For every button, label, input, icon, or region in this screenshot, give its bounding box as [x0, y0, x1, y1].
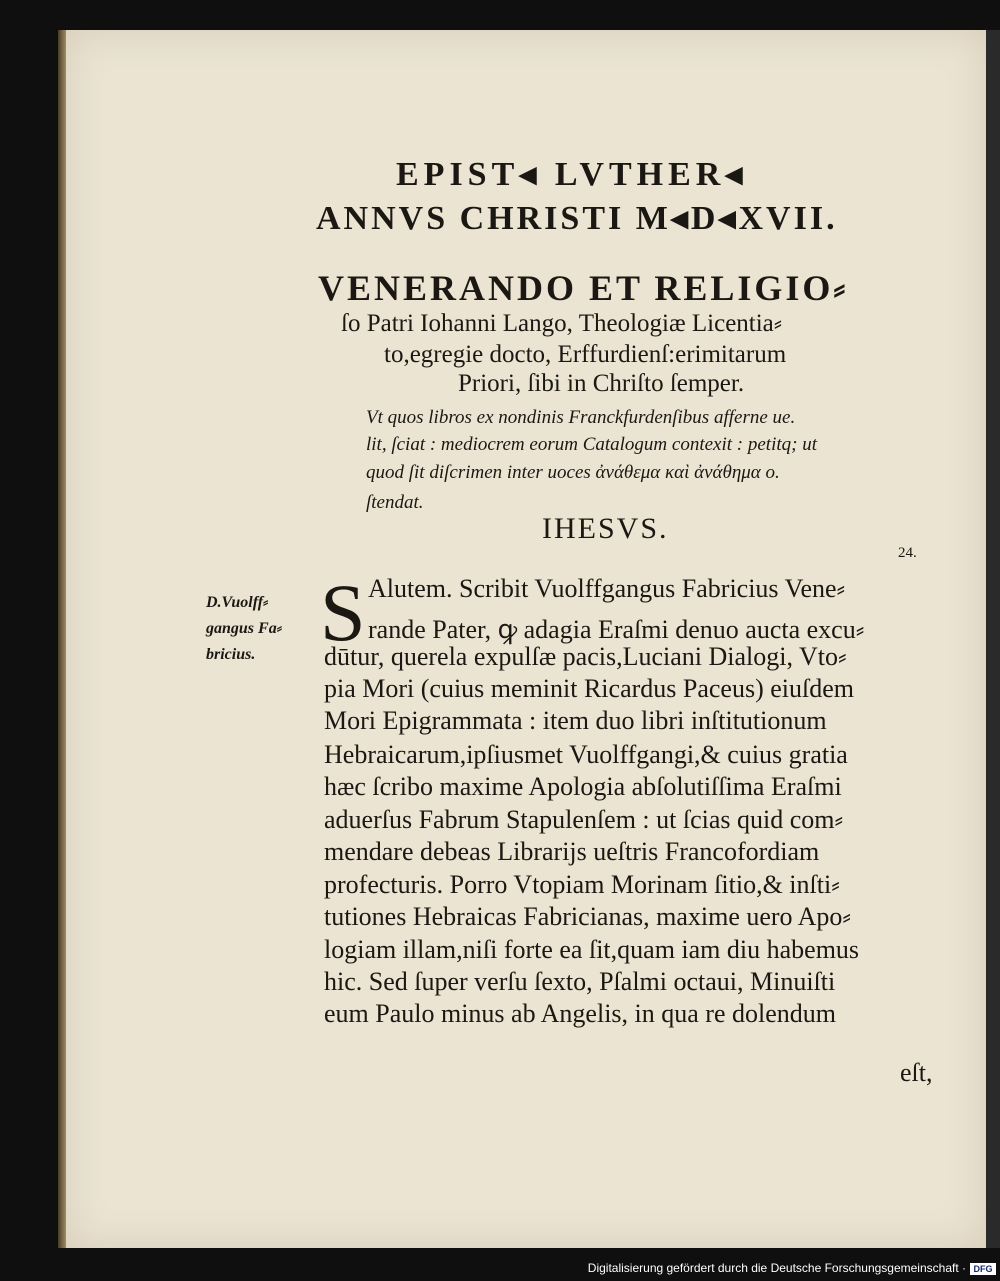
- drop-capital: S: [320, 567, 366, 658]
- page-edge: [986, 30, 1000, 1248]
- body-line: aduerſus Fabrum Stapulenſem : ut ſcias quid com⸗: [324, 805, 844, 834]
- body-line: tutiones Hebraicas Fabricianas, maxime uero Apo⸗: [324, 902, 852, 931]
- body-line: pia Mori (cuius meminit Ricardus Paceus) eiuſdem: [324, 674, 854, 703]
- dfg-logo: DFG: [970, 1263, 996, 1275]
- marginal-note-line: D.Vuolff⸗: [206, 594, 269, 611]
- address-heading-1: VENERANDO ET RELIGIO⸗: [318, 268, 849, 308]
- catchword: eſt,: [900, 1058, 933, 1087]
- argument-line-3: quod ſit diſcrimen inter uoces ἀνάθεμα καὶ ἀνάθημα o.: [366, 462, 780, 483]
- body-line: hic. Sed ſuper verſu ſexto, Pſalmi octaui, Minuiſti: [324, 967, 836, 996]
- body-line: rande Pater, ꝙ adagia Eraſmi denuo aucta excu⸗: [368, 615, 865, 644]
- book-page: [66, 30, 986, 1248]
- body-line: dūtur, querela expulſæ pacis,Luciani Dialogi, Vto⸗: [324, 642, 847, 671]
- address-heading-4: Priori, ſibi in Chriſto ſemper.: [458, 370, 745, 397]
- argument-line-4: ſtendat.: [366, 492, 424, 513]
- body-line: mendare debeas Librarijs ueſtris Francofordiam: [324, 837, 820, 866]
- year-line: ANNVS CHRISTI M◂D◂XVII.: [316, 200, 838, 237]
- marginal-note-line: gangus Fa⸗: [206, 620, 283, 637]
- invocation: IHESVS.: [542, 512, 669, 545]
- address-heading-2: ſo Patri Iohanni Lango, Theologiæ Licentia⸗: [341, 310, 783, 337]
- body-line: Alutem. Scribit Vuolffgangus Fabricius Vene⸗: [368, 574, 846, 603]
- digitization-credit: Digitalisierung gefördert durch die Deutsche Forschungsgemeinschaft ·: [587, 1261, 966, 1275]
- body-line: profecturis. Porro Vtopiam Morinam ſitio,& inſti⸗: [324, 870, 840, 899]
- address-heading-3: to,egregie docto, Erffurdienſ:erimitarum: [384, 341, 787, 368]
- body-line: Hebraicarum,ipſiusmet Vuolffgangi,& cuius gratia: [324, 740, 848, 769]
- marginal-note: [206, 590, 282, 668]
- body-line: eum Paulo minus ab Angelis, in qua re dolendum: [324, 999, 836, 1028]
- marginal-note-line: bricius.: [206, 646, 256, 663]
- running-title: EPIST◂ LVTHER◂: [396, 156, 748, 193]
- argument-line-1: Vt quos libros ex nondinis Franckfurdenſibus afferne ue.: [366, 407, 796, 428]
- argument-line-2: lit, ſciat : mediocrem eorum Catalogum contexit : petitq; ut: [366, 434, 817, 455]
- body-line: logiam illam,niſi forte ea ſit,quam iam diu habemus: [324, 935, 860, 964]
- body-line: Mori Epigrammata : item duo libri inſtitutionum: [324, 706, 827, 735]
- folio-number: 24.: [898, 545, 917, 561]
- body-line: hæc ſcribo maxime Apologia abſolutiſſima Eraſmi: [324, 772, 842, 801]
